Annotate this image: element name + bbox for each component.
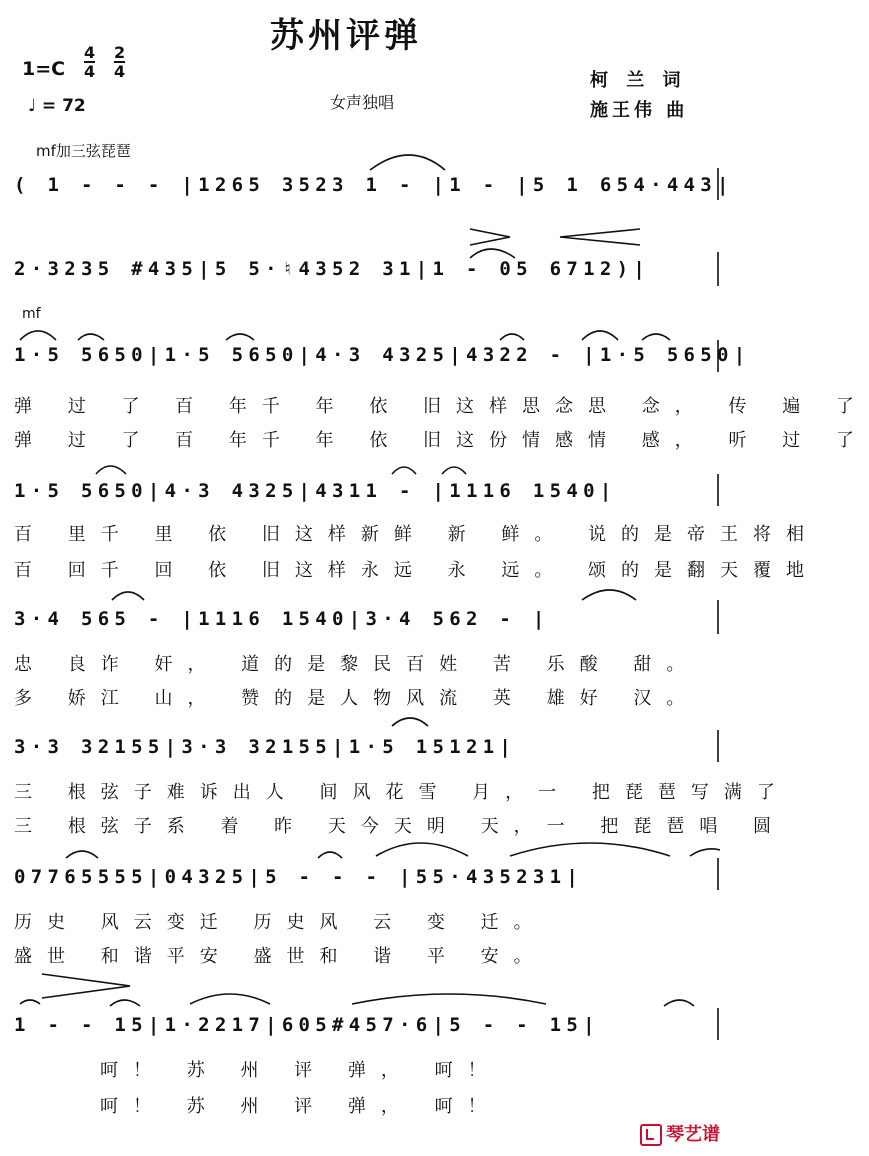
time-signature-2-4: 2 4	[114, 43, 126, 81]
system-1-lyric-2: 弹 过 了 百 年千 年 依 旧这份情感情 感， 听 过 了	[14, 430, 869, 451]
lyricist-credit: 柯 兰 词	[590, 70, 687, 91]
intro-line-1: ( 1 - - - |1265 3523 1 - |1 - |5 1 654·443|	[14, 174, 734, 196]
system-5-lyric-1: 历史 风云变迁 历史风 云 变 迁。	[14, 912, 547, 933]
system-6-lyric-1: 呵！ 苏 州 评 弹， 呵！	[100, 1060, 501, 1081]
decrescendo-mark	[560, 229, 640, 245]
system-2-notes: 1·5 5650|4·3 4325|4311 - |1116 1540|	[14, 480, 617, 502]
system-3-lyric-2: 多 娇江 山， 赞的是人物风流 英 雄好 汉。	[14, 688, 700, 709]
system-3-lyric-1: 忠 良诈 奸， 道的是黎民百姓 苦 乐酸 甜。	[14, 654, 700, 675]
decrescendo-mark	[42, 974, 130, 998]
performance-style: 女声独唱	[330, 93, 395, 112]
system-1-notes: 1·5 5650|1·5 5650|4·3 4325|4322 - |1·5 5650|	[14, 344, 751, 366]
system-2-lyric-2: 百 回千 回 依 旧这样永远 永 远。 颂的是翻天覆地	[14, 560, 820, 581]
system-3-notes: 3·4 565 - |1116 1540|3·4 562 - |	[14, 608, 550, 630]
time-signature-4-4: 4 4	[84, 43, 96, 81]
watermark-logo	[640, 1120, 720, 1146]
system-4-lyric-1: 三 根弦子难诉出人 间风花雪 月，一 把琵琶写满了	[14, 782, 790, 803]
dynamics-marking: mf	[22, 306, 41, 322]
key-signature: 1=C	[22, 58, 66, 80]
intro-line-2: 2·3235 #435|5 5·♮4352 31|1 - 05 6712)|	[14, 258, 651, 280]
tempo-marking: ♩ = 72	[28, 96, 86, 116]
slur-mark	[370, 155, 445, 170]
system-2-lyric-1: 百 里千 里 依 旧这样新鲜 新 鲜。 说的是帝王将相	[14, 524, 820, 545]
system-4-notes: 3·3 32155|3·3 32155|1·5 15121|	[14, 736, 517, 758]
song-title: 苏州评弹	[270, 16, 422, 56]
slur-mark	[470, 249, 515, 258]
system-1-lyric-1: 弹 过 了 百 年千 年 依 旧这样思念思 念， 传 遍 了	[14, 396, 869, 417]
system-5-notes: 07765555|04325|5 - - - |55·435231|	[14, 866, 584, 888]
watermark-text: 琴艺谱	[666, 1124, 720, 1145]
crescendo-mark	[470, 229, 510, 245]
composer-credit: 施王伟 曲	[590, 100, 689, 121]
system-5-lyric-2: 盛世 和谐平安 盛世和 谐 平 安。	[14, 946, 547, 967]
system-4-lyric-2: 三 根弦子系 着 昨 天今天明 天，一 把琵琶唱 圆	[14, 816, 787, 837]
system-6-lyric-2: 呵！ 苏 州 评 弹， 呵！	[100, 1096, 501, 1117]
system-6-notes: 1 - - 15|1·2217|605#457·6|5 - - 15|	[14, 1014, 600, 1036]
instrument-technique: mf加三弦琵琶	[36, 142, 131, 160]
logo-icon	[640, 1124, 662, 1146]
